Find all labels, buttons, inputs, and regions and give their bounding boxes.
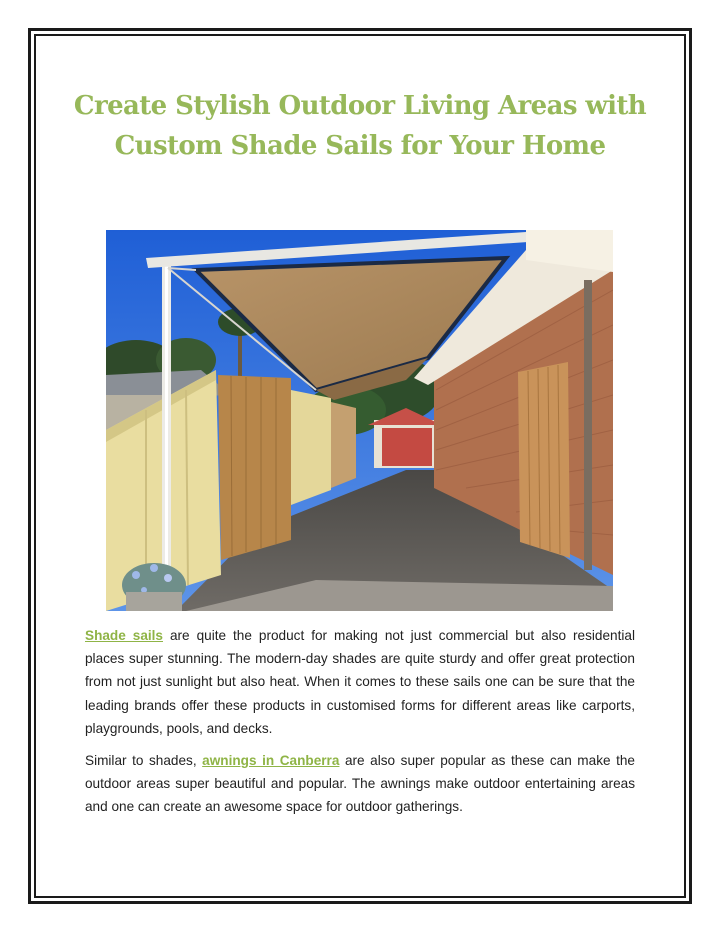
shade-sail-illustration (106, 230, 613, 611)
paragraph-2-text-after: are also super popular as these can make the outdoor areas super beautiful and popular. The awnings make outdoor entertaining areas and one can create an awesome space for outdoor gatherings. (85, 753, 635, 815)
paragraph-1-text: are quite the product for making not just commercial but also residential places super stunning. The modern-day shades are quite sturdy and offer great protection from not just sunlight but also heat. When it comes to these sails one can be sure that the leading brands offer these products in customised forms for different areas like carports, playgrounds, pools, and decks. (85, 628, 635, 736)
paragraph-2 (85, 749, 635, 819)
paragraph-1 (85, 624, 635, 740)
shade-sail-photo (106, 230, 613, 611)
shade-sails-link[interactable]: Shade sails (85, 628, 163, 643)
page-title: Create Stylish Outdoor Living Areas with Custom Shade Sails for Your Home (73, 91, 647, 161)
paragraph-2-text-before: Similar to shades, (85, 753, 203, 769)
awnings-canberra-link[interactable]: awnings in Canberra (202, 753, 340, 769)
article-body (85, 624, 635, 828)
